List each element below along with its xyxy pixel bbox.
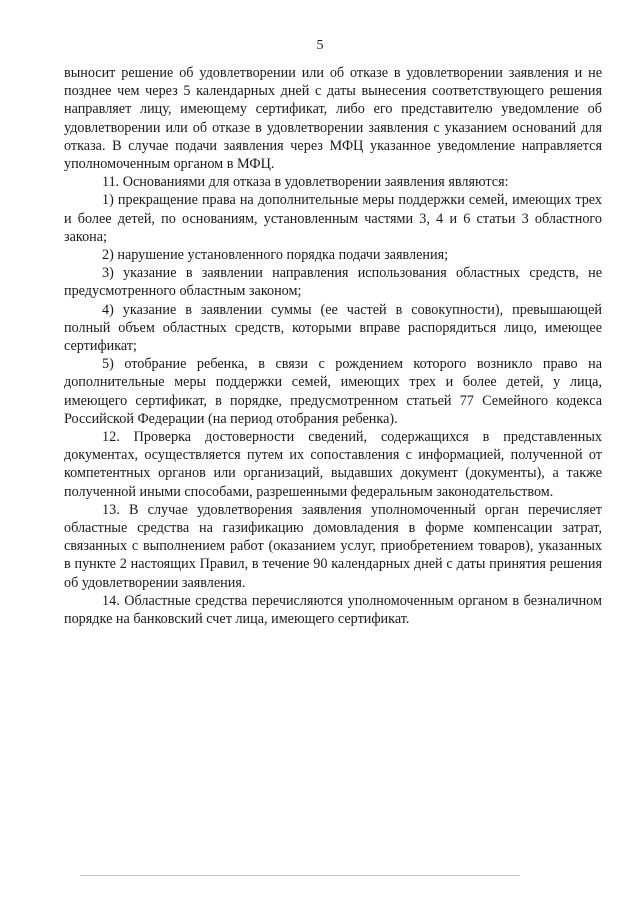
bottom-divider <box>80 875 520 876</box>
paragraph: 14. Областные средства перечисляются уполномоченным органом в безналичном порядке на банковский счет лица, имеющего сертификат. <box>64 592 602 628</box>
page-number: 5 <box>316 38 324 53</box>
paragraph: 13. В случае удовлетворения заявления уполномоченный орган перечисляет областные средства на газификацию домовладения в форме компенсации затрат, связанных с выполнением работ (оказанием услуг, приобретением товаров), указанных в пункте 2 настоящих Правил, в течение 90 календарных дней с даты принятия решения об удовлетворении заявления. <box>64 501 602 591</box>
paragraph: 4) указание в заявлении суммы (ее частей в совокупности), превышающей полный объем областных средств, которыми вправе распорядиться лицо, имеющее сертификат; <box>64 301 602 355</box>
paragraph: 3) указание в заявлении направления использования областных средств, не предусмотренного областным законом; <box>64 265 602 300</box>
paragraph: выносит решение об удовлетворении или об отказе в удовлетворении заявления и не позднее чем через 5 календарных дней с даты вынесения соответствующего решения направляет лицу, имеющему сертификат, либо его представителю уведомление об удовлетворении или об отказе в удовлетворении заявления с указанием оснований для отказа. В случае подачи заявления через МФЦ указанное уведомление направляется уполномоченным органом в МФЦ. <box>64 65 602 173</box>
paragraph: 2) нарушение установленного порядка подачи заявления; <box>102 247 449 264</box>
paragraph: 11. Основаниями для отказа в удовлетворении заявления являются: <box>102 174 509 191</box>
paragraph: 5) отобрание ребенка, в связи с рождением которого возникло право на дополнительные меры поддержки семей, имеющих трех и более детей, у лица, имеющего сертификат, в порядке, предусмотренном статьей 77 Семейного кодекса Российской Федерации (на период отобрания ребенка). <box>64 356 602 427</box>
paragraph: 12. Проверка достоверности сведений, содержащихся в представленных документах, осуществляется путем их сопоставления с информацией, полученной от компетентных органов или организаций, выдавших документ (документы), а также полученной иными способами, разрешенными федеральным законодательством. <box>64 429 602 500</box>
paragraph: 1) прекращение права на дополнительные меры поддержки семей, имеющих трех и более детей, по основаниям, установленным частями 3, 4 и 6 статьи 3 областного закона; <box>64 192 602 245</box>
document-body <box>64 64 602 628</box>
